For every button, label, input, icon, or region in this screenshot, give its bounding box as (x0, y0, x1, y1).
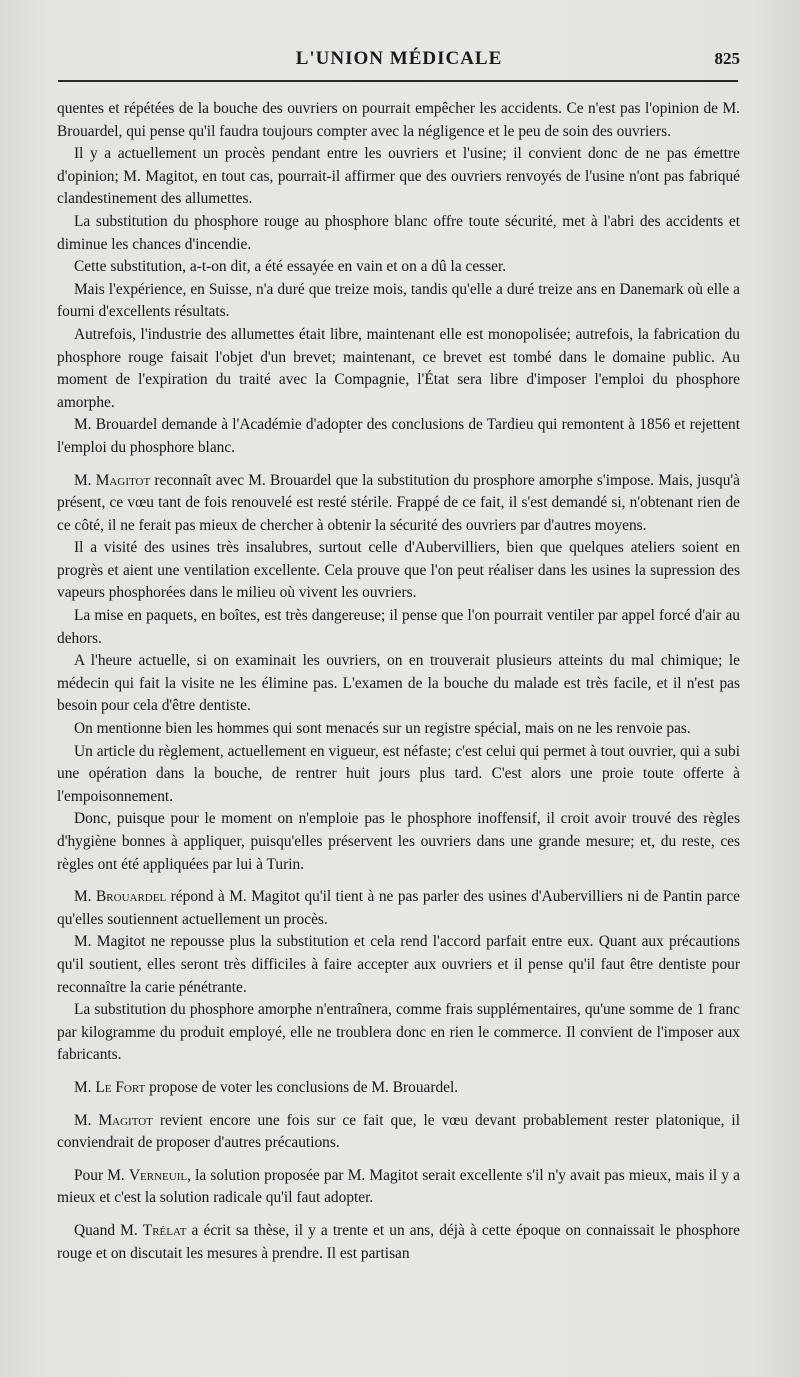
speaker-name: Trélat (142, 1221, 187, 1239)
speaker-name: Le Fort (95, 1078, 146, 1096)
header-rule (58, 80, 738, 82)
paragraph: Il a visité des usines très insalubres, surtout celle d'Aubervilliers, bien que quelques ateliers soient en progrès et aient une ventilation excellente. Cela prouve que l'on peut réaliser dans les usines la supression des vapeurs phosphorées dans le milieu où vivent les ouvriers. (57, 539, 740, 602)
paragraph: M. Brouardel répond à M. Magitot qu'il tient à ne pas parler des usines d'Aubervilliers ni de Pantin parce qu'elles soutiennent actuellement un procès. (57, 888, 740, 928)
paragraph: Autrefois, l'industrie des allumettes était libre, maintenant elle est monopolisée; autrefois, la fabrication du phosphore rouge faisait l'objet d'un brevet; maintenant, ce brevet est tombé dans le domaine public. Au moment de l'expiration du traité avec la Compagnie, l'État sera libre d'imposer l'emploi du phosphore amorphe. (57, 325, 740, 411)
paragraph: M. Magitot reconnaît avec M. Brouardel que la substitution du prosphore amorphe s'impose. Mais, jusqu'à présent, ce vœu tant de fois renouvelé est resté stérile. Frappé de ce fait, il s'est demandé si, n'obtenant rien de ce côté, il ne ferait pas mieux de chercher à obtenir la sécurité des ouvriers par d'autres moyens. (57, 471, 740, 534)
speaker-name: Brouardel (96, 888, 167, 906)
paragraph: On mentionne bien les hommes qui sont menacés sur un registre spécial, mais on ne les renvoie pas. (74, 720, 691, 738)
speaker-name: Magitot (95, 471, 151, 489)
paragraph: La substitution du phosphore amorphe n'entraînera, comme frais supplémentaires, qu'une somme de 1 franc par kilogramme du produit employé, elle ne troublera donc en rien le commerce. Il convient de l'imposer aux fabricants. (57, 1001, 740, 1064)
paragraph: M. Magitot revient encore une fois sur ce fait que, le vœu devant probablement rester platonique, il conviendrait de proposer d'autres précautions. (57, 1111, 740, 1152)
paragraph: La substitution du phosphore rouge au phosphore blanc offre toute sécurité, met à l'abri des accidents et diminue les chances d'incendie. (57, 212, 740, 253)
paragraph: Pour M. Verneuil, la solution proposée par M. Magitot serait excellente s'il n'y avait pas mieux, mais il y a mieux et c'est la solution radicale qu'il faut adopter. (57, 1166, 740, 1207)
paragraph: Cette substitution, a-t-on dit, a été essayée en vain et on a dû la cesser. (74, 258, 507, 276)
paragraph: M. Brouardel demande à l'Académie d'adopter des conclusions de Tardieu qui remontent à 1856 et rejettent l'emploi du phosphore blanc. (57, 416, 740, 456)
journal-title: L'UNION MÉDICALE (295, 48, 503, 69)
paragraph: Il y a actuellement un procès pendant entre les ouvriers et l'usine; il convient donc de ne pas émettre d'opinion; M. Magitot, en tout cas, pourrait-il affirmer que des ouvriers renvoyés de l'usine n'ont pas fabriqué clandestinement des allumettes. (57, 145, 740, 208)
running-header (56, 44, 742, 78)
paragraph: Mais l'expérience, en Suisse, n'a duré que treize mois, tandis qu'elle a duré treize ans en Danemark où elle a fourni d'excellents résultats. (57, 280, 740, 321)
paragraph: M. Magitot ne repousse plus la substitution et cela rend l'accord parfait entre eux. Quant aux précautions qu'il soutient, elles seront très difficiles à faire accepter aux ouvriers et il pense qu'il faut être dentiste pour reconnaître la carie pénétrante. (57, 933, 740, 996)
speaker-name: Verneuil (128, 1166, 188, 1184)
paragraph: La mise en paquets, en boîtes, est très dangereuse; il pense que l'on pourrait ventiler par appel forcé d'air au dehors. (57, 607, 740, 647)
article-body (57, 98, 740, 1265)
paragraph: Quand M. Trélat a écrit sa thèse, il y a trente et un ans, déjà à cette époque on connaissait le phosphore rouge et on discutait les mesures à prendre. Il est partisan (57, 1221, 740, 1262)
paragraph: quentes et répétées de la bouche des ouvriers on pourrait empêcher les accidents. Ce n'est pas l'opinion de M. Brouardel, qui pense qu'il faudra toujours compter avec la négligence et le peu de soin des ouvriers. (57, 100, 740, 140)
paragraph: M. Le Fort propose de voter les conclusions de M. Brouardel. (74, 1078, 459, 1096)
paragraph: A l'heure actuelle, si on examinait les ouvriers, on en trouverait plusieurs atteints du mal chimique; le médecin qui fait la visite ne les élimine pas. L'examen de la bouche du malade est très facile, et il n'est pas besoin pour cela d'être dentiste. (57, 652, 740, 715)
paragraph: Un article du règlement, actuellement en vigueur, est néfaste; c'est celui qui permet à tout ouvrier, qui a subi une opération dans la bouche, de rentrer huit jours plus tard. C'est alors une proie toute offerte à l'empoisonnement. (57, 742, 740, 805)
speaker-name: Magitot (98, 1111, 153, 1129)
page-number: 825 (714, 49, 740, 68)
paragraph: Donc, puisque pour le moment on n'emploie pas le phosphore inoffensif, il croit avoir trouvé des règles d'hygiène bonnes à appliquer, puisqu'elles préservent les ouvriers dans une grande mesure; et, du reste, ces règles ont été appliquées par lui à Turin. (57, 810, 740, 873)
